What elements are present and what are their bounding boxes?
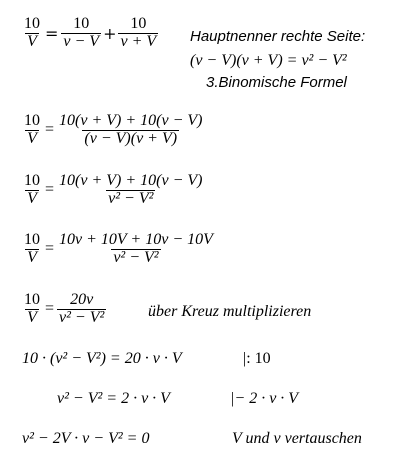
- equals-sign: =: [45, 300, 55, 318]
- lhs-fraction: [22, 292, 42, 327]
- denominator: v + V: [120, 32, 157, 50]
- lhs-fraction: [22, 232, 42, 267]
- plus-sign: +: [103, 23, 117, 43]
- denominator: v² − V²: [59, 308, 105, 326]
- equation-8-operation: V und v vertauschen: [232, 430, 362, 447]
- numerator: 20v: [70, 291, 94, 308]
- equation-2: [22, 113, 204, 148]
- numerator: 10: [24, 15, 40, 32]
- equals-sign: =: [45, 240, 55, 258]
- numerator: 10: [24, 112, 40, 129]
- equation-6: 10 · (v² − V²) = 20 · v · V: [22, 350, 182, 367]
- lhs-fraction: [22, 173, 42, 208]
- note-ueber-kreuz: über Kreuz multiplizieren: [148, 303, 312, 320]
- equation-6-operation: |: 10: [243, 350, 271, 367]
- denominator: v² − V²: [113, 248, 159, 266]
- term-1-fraction: [61, 16, 101, 51]
- numerator: 10(v + V) + 10(v − V): [59, 112, 203, 129]
- term-2-fraction: [118, 16, 158, 51]
- lhs-fraction: [22, 16, 42, 51]
- equation-4: [22, 232, 215, 267]
- rhs-fraction: [57, 292, 106, 327]
- numerator: 10(v + V) + 10(v − V): [59, 172, 203, 189]
- equation-1: [22, 16, 158, 51]
- rhs-fraction: [57, 232, 215, 267]
- lhs-fraction: [22, 113, 42, 148]
- equals-sign: =: [45, 23, 59, 43]
- denominator: v² − V²: [108, 189, 154, 207]
- denominator: V: [27, 308, 37, 326]
- rhs-fraction: [57, 173, 204, 208]
- numerator: 10v + 10V + 10v − 10V: [59, 231, 213, 248]
- equation-3: [22, 173, 204, 208]
- equation-7: v² − V² = 2 · v · V: [57, 390, 170, 407]
- equation-5: [22, 292, 106, 327]
- denominator: V: [27, 32, 37, 50]
- rhs-fraction: [57, 113, 204, 148]
- equals-sign: =: [45, 121, 55, 139]
- denominator: V: [27, 189, 37, 207]
- note-hauptnenner-formula: (v − V)(v + V) = v² − V²: [190, 52, 347, 69]
- denominator: V: [27, 248, 37, 266]
- equals-sign: =: [45, 181, 55, 199]
- numerator: 10: [24, 172, 40, 189]
- note-hauptnenner-title: Hauptnenner rechte Seite:: [190, 28, 366, 45]
- denominator: v − V: [63, 32, 100, 50]
- numerator: 10: [73, 15, 90, 32]
- numerator: 10: [24, 291, 40, 308]
- numerator: 10: [130, 15, 147, 32]
- equation-8: v² − 2V · v − V² = 0: [22, 430, 150, 447]
- note-binomische-formel: 3.Binomische Formel: [206, 74, 347, 91]
- denominator: (v − V)(v + V): [84, 129, 178, 147]
- denominator: V: [27, 129, 37, 147]
- numerator: 10: [24, 231, 40, 248]
- equation-7-operation: |− 2 · v · V: [230, 390, 299, 407]
